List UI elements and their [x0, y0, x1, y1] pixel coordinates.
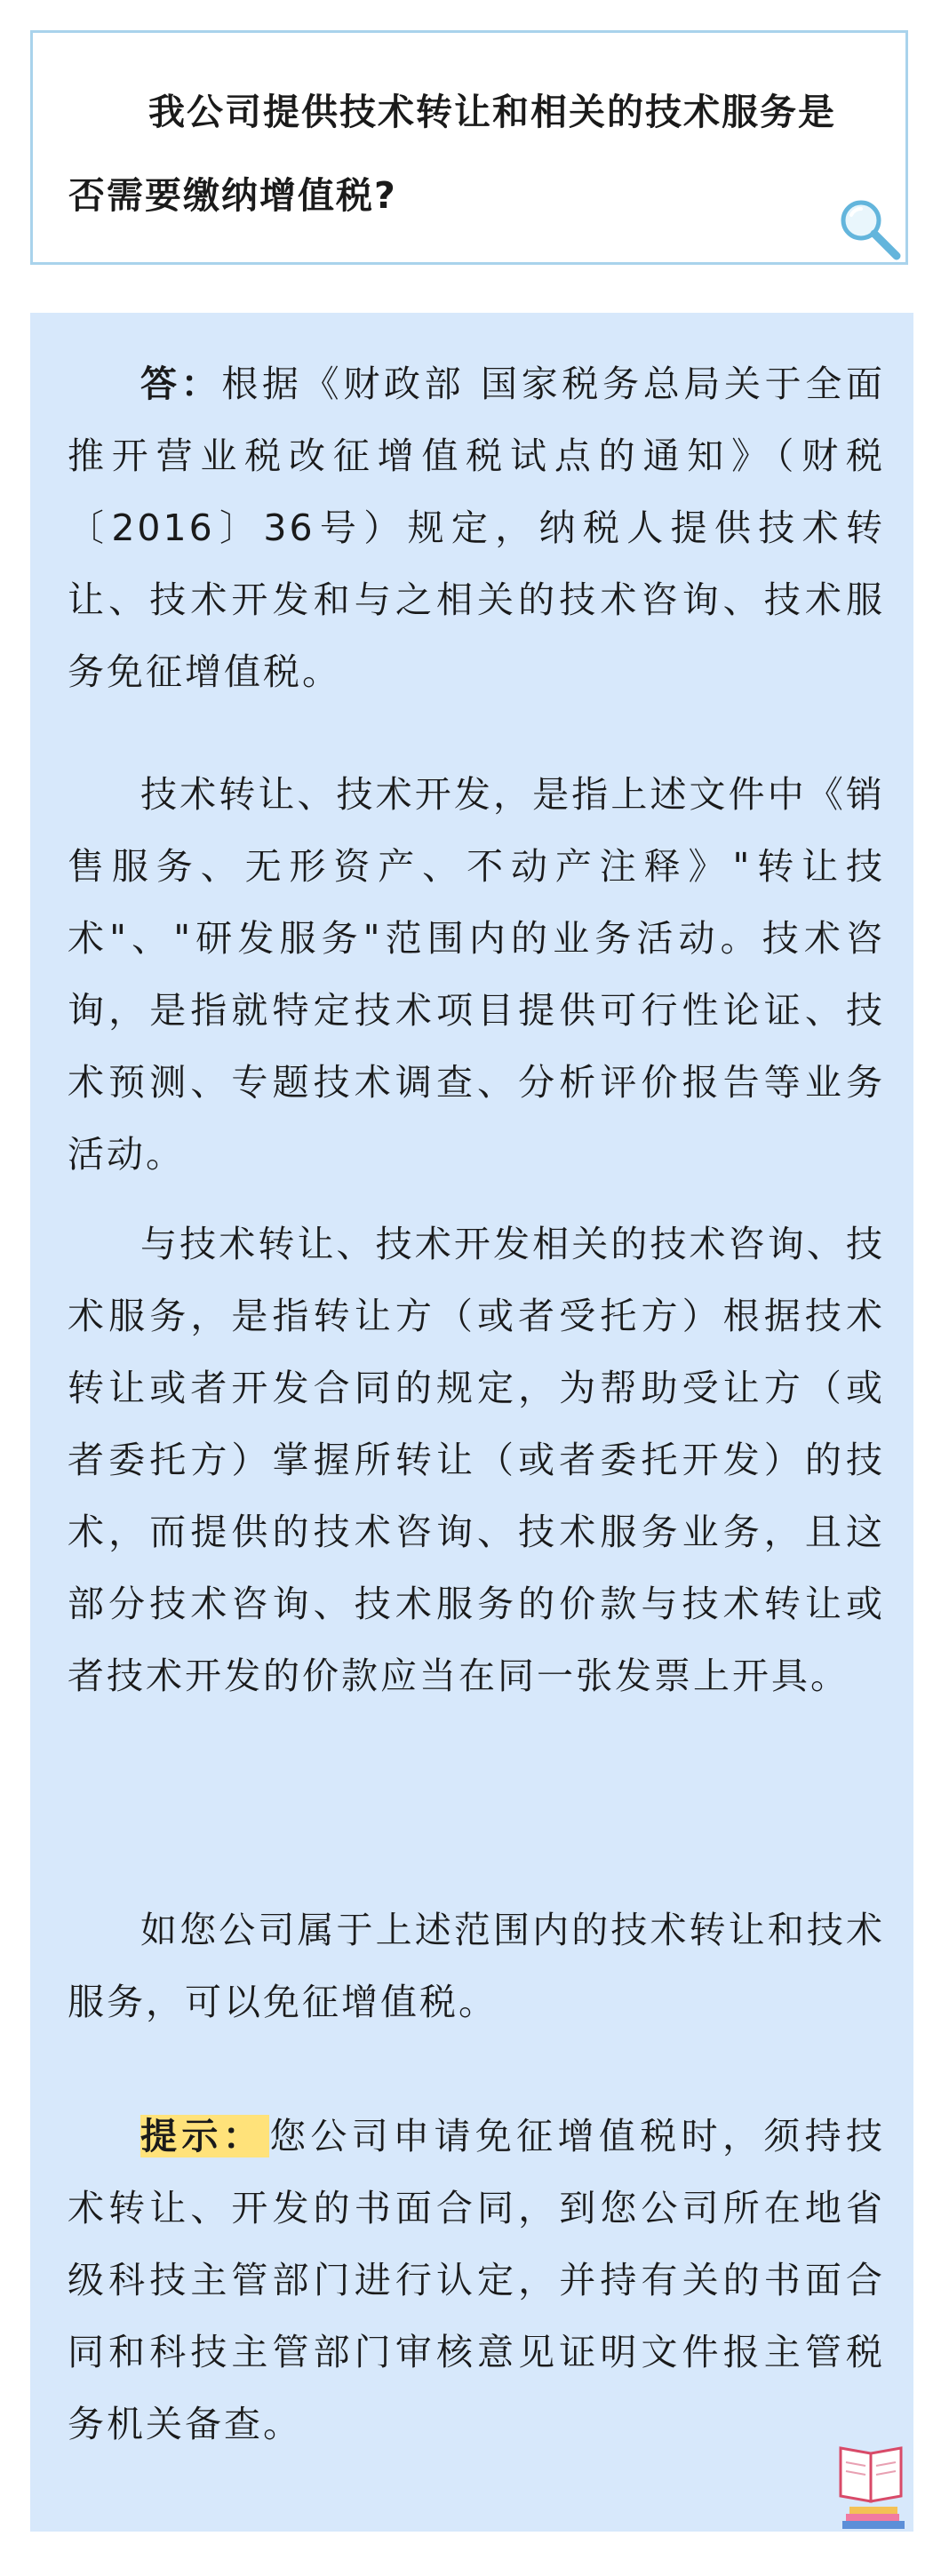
answer-paragraph-3: 与技术转让、技术开发相关的技术咨询、技术服务，是指转让方（或者受托方）根据技术转让或者开发合同的规定，为帮助受让方（或者委托方）掌握所转让（或者委托开发）的技术，而提供的技术咨询、技术服务业务，且这部分技术咨询、技术服务的价款与技术转让或者技术开发的价款应当在同一张发票上开具。 [68, 1223, 885, 1697]
answer-paragraph-4: 如您公司属于上述范围内的技术转让和技术服务，可以免征增值税。 [68, 1909, 885, 2023]
tip-lead: 提示： [140, 2115, 269, 2157]
answer-paragraph-1 [68, 348, 885, 708]
answer-text-1: 根据《财政部 国家税务总局关于全面推开营业税改征增值税试点的通知》（财税〔2016〕36号）规定，纳税人提供技术转让、技术开发和与之相关的技术咨询、技术服务免征增值税。 [68, 363, 886, 693]
tip-text: 您公司申请免征增值税时，须持技术转让、开发的书面合同，到您公司所在地省级科技主管部门进行认定，并持有关的书面合同和科技主管部门审核意见证明文件报主管税务机关备查。 [68, 2115, 886, 2445]
question-box [30, 30, 908, 265]
question-text: 我公司提供技术转让和相关的技术服务是否需要缴纳增值税? [68, 91, 836, 217]
magnifier-icon [834, 194, 905, 265]
books-icon [835, 2439, 910, 2532]
answer-paragraph-2: 技术转让、技术开发，是指上述文件中《销售服务、无形资产、不动产注释》"转让技术"、"研发服务"范围内的业务活动。技术咨询，是指就特定技术项目提供可行性论证、技术预测、专题技术调查、分析评价报告等业务活动。 [68, 773, 885, 1176]
answer-lead: 答： [140, 363, 222, 405]
tip-paragraph [68, 2101, 885, 2460]
answer-box [30, 313, 913, 2532]
